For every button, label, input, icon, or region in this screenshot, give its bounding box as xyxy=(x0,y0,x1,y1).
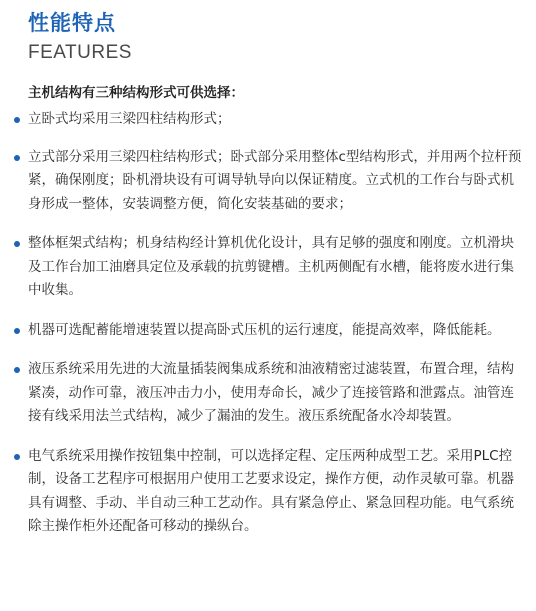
feature-item xyxy=(0,108,536,132)
feature-text: 电气系统采用操作按钮集中控制，可以选择定程、定压两种成型工艺。采用PLC控制，设备工艺程序可根据用户使用工艺要求设定，操作方便，动作灵敏可靠。机器具有调整、手动、半自动三种工艺动作。具有紧急停止、紧急回程功能。电气系统除主操作柜外还配备可移动的操纵台。 xyxy=(28,447,514,534)
bullet-dot-icon xyxy=(14,454,20,460)
feature-item xyxy=(0,358,536,429)
section-title: 性能特点 xyxy=(28,11,116,35)
bullet-dot-icon xyxy=(14,155,20,161)
feature-item xyxy=(0,232,536,303)
bullet-dot-icon xyxy=(14,367,20,373)
bullet-dot-icon xyxy=(14,117,20,123)
feature-text: 立卧式均采用三梁四柱结构形式； xyxy=(28,111,231,127)
bullet-dot-icon xyxy=(14,241,20,247)
feature-text: 整体框架式结构；机身结构经计算机优化设计，具有足够的强度和刚度。立机滑块及工作台加工油磨具定位及承载的抗剪键槽。主机两侧配有水槽，能将废水进行集中收集。 xyxy=(28,235,514,298)
feature-text: 液压系统采用先进的大流量插装阀集成系统和油液精密过滤装置，布置合理，结构紧凑，动作可靠，液压冲击力小，使用寿命长，减少了连接管路和泄露点。油管连接有线采用法兰式结构，减少了漏油的发生。液压系统配备水冷却装置。 xyxy=(28,361,514,424)
feature-item xyxy=(0,146,536,217)
intro-heading: 主机结构有三种结构形式可供选择： xyxy=(28,85,244,101)
feature-text: 立式部分采用三梁四柱结构形式；卧式部分采用整体c型结构形式，并用两个拉杆预紧，确保刚度；卧机滑块设有可调导轨导向以保证精度。立式机的工作台与卧式机身形成一整体，安装调整方便，简化安装基础的要求； xyxy=(28,148,522,212)
feature-list xyxy=(0,108,536,555)
feature-text: 机器可选配蓄能增速装置以提高卧式压机的运行速度，能提高效率，降低能耗。 xyxy=(28,321,501,338)
section-subtitle: FEATURES xyxy=(28,42,132,63)
bullet-dot-icon xyxy=(14,328,20,334)
feature-item xyxy=(0,319,536,343)
feature-item xyxy=(0,445,536,539)
